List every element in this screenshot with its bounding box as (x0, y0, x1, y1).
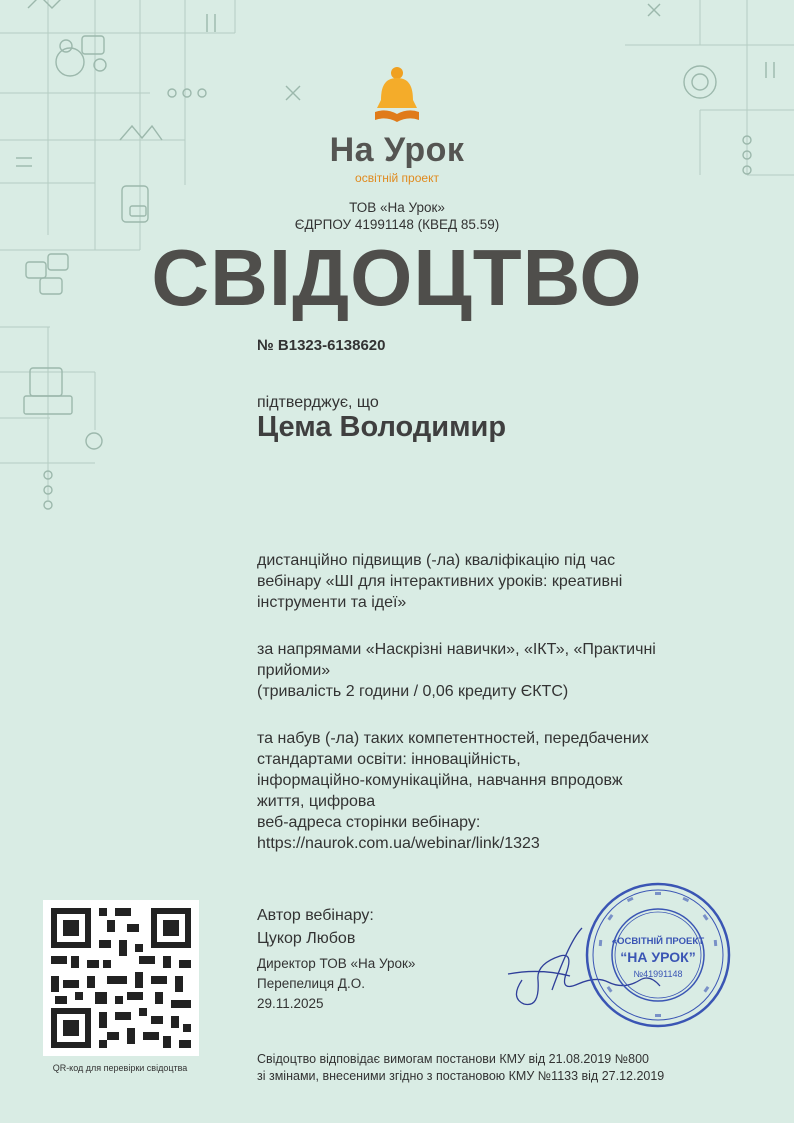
naurok-logo (0, 66, 794, 185)
organization-code: ЄДРПОУ 41991148 (КВЕД 85.59) (294, 217, 500, 232)
qr-code[interactable] (43, 900, 199, 1056)
official-stamp (583, 880, 733, 1030)
text-line: життя, цифрова (257, 793, 376, 810)
qr-caption: QR-код для перевірки свідоцтва (52, 1063, 188, 1073)
paragraph-qualification (257, 550, 727, 613)
paragraph-competencies (257, 728, 727, 812)
paragraph-webinar-url (257, 812, 727, 854)
text-line: стандартами освіти: інноваційність, (257, 751, 521, 768)
footer-line: Свідоцтво відповідає вимогам постанови КМУ від 21.08.2019 №800 (257, 1052, 649, 1066)
paragraph-directions (257, 639, 727, 702)
footer-line: зі змінами, внесеними згідно з постановою КМУ №1133 від 27.12.2019 (257, 1069, 665, 1083)
organization-info (0, 199, 794, 233)
text-line: веб-адреса сторінки вебінару: (257, 814, 481, 831)
text-line: прийоми» (257, 662, 331, 679)
qr-code-icon (43, 900, 199, 1056)
stamp-line-2: “НА УРОК” (620, 949, 696, 965)
text-line: вебінару «ШІ для інтерактивних уроків: креативні (257, 573, 623, 590)
director-title: Директор ТОВ «На Урок» (257, 956, 416, 971)
text-line: інформаційно-комунікаційна, навчання впродовж (257, 772, 623, 789)
certificate-number: № В1323-6138620 (257, 337, 386, 354)
stamp-line-1: «ОСВІТНІЙ ПРОЕКТ (611, 936, 705, 947)
author-name: Цукор Любов (257, 930, 356, 947)
author-label: Автор вебінару: (257, 907, 374, 924)
webinar-link[interactable]: https://naurok.com.ua/webinar/link/1323 (257, 835, 540, 852)
text-line: інструменти та ідеї» (257, 594, 407, 611)
issue-date: 29.11.2025 (257, 996, 324, 1011)
legal-footer (257, 1051, 664, 1085)
text-line: (тривалість 2 години / 0,06 кредиту ЄКТС) (257, 683, 569, 700)
organization-name: ТОВ «На Урок» (349, 200, 445, 215)
director-name: Перепелиця Д.О. (257, 976, 365, 991)
text-line: за напрямами «Наскрізні навички», «ІКТ», «Практичні (257, 641, 656, 658)
author-block (257, 904, 374, 950)
director-block (257, 954, 415, 1014)
stamp-line-3: №41991148 (633, 969, 683, 979)
bell-book-icon (371, 66, 423, 124)
logo-title: На Урок (329, 131, 465, 169)
text-line: дистанційно підвищив (-ла) кваліфікацію під час (257, 552, 616, 569)
confirms-text: підтверджує, що (257, 394, 379, 411)
document-title: СВІДОЦТВО (151, 233, 643, 322)
recipient-name: Цема Володимир (257, 411, 507, 443)
logo-subtitle: освітній проект (355, 171, 439, 185)
text-line: та набув (-ла) таких компетентностей, передбачених (257, 730, 649, 747)
